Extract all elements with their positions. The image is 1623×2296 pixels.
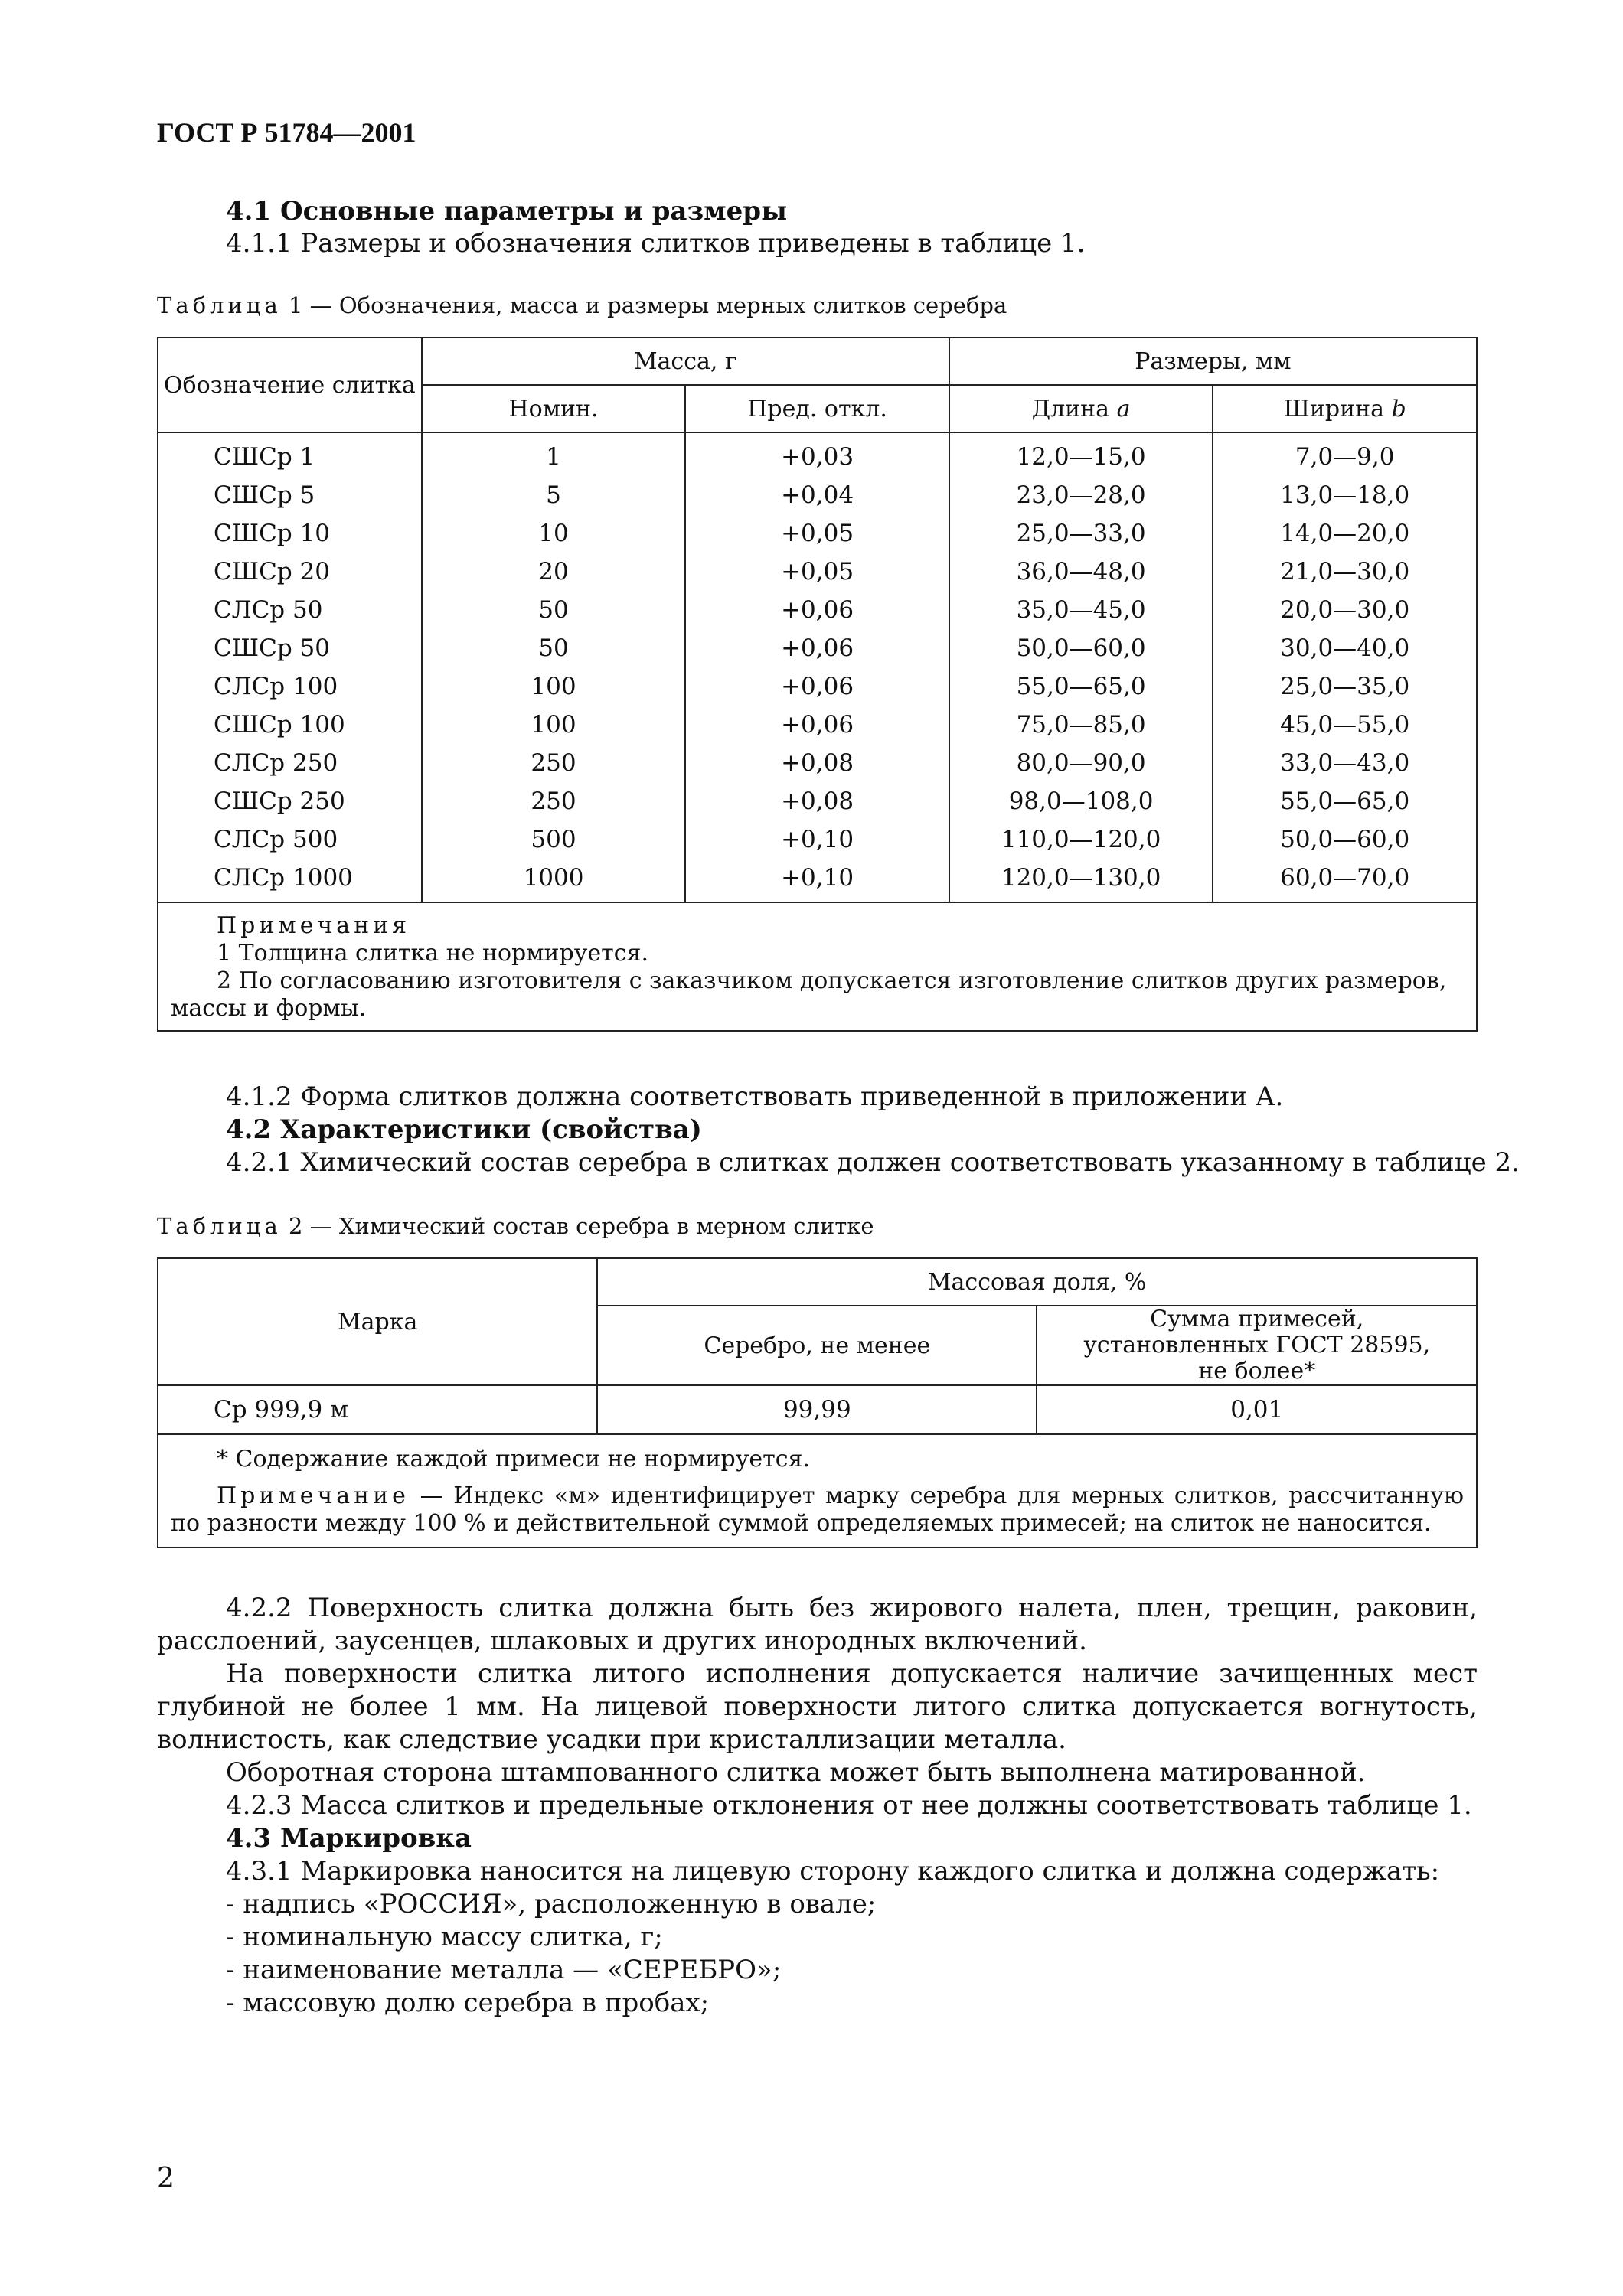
table-cell: СШСр 1 [214,443,315,471]
table2-cell-grade: Ср 999,9 м [158,1385,597,1434]
table-cell: +0,05 [781,558,854,585]
table-cell: СЛСр 250 [214,749,338,777]
table-cell: 35,0—45,0 [1016,596,1146,624]
table-cell: СЛСр 500 [214,826,338,853]
table2-caption-text: 2 — Химический состав серебра в мерном слитке [281,1213,874,1239]
table1-header-length: Длина a [949,385,1213,432]
table-cell: 25,0—35,0 [1280,673,1410,700]
paragraph-4-3-1: 4.3.1 Маркировка наносится на лицевую сторону каждого слитка и должна содержать: [226,1856,1440,1887]
table1-header-nominal: Номин. [422,385,686,432]
list-item: - массовую долю серебра в пробах; [226,1988,710,2018]
table-cell: 20 [538,558,569,585]
table2-note [171,1482,1464,1538]
table1-header-mass: Масса, г [422,338,949,385]
table2-header-impurities: Сумма примесей, установленных ГОСТ 28595, не более* [1037,1306,1477,1385]
table1-col-length [949,432,1213,902]
table1-notes-title: Примечания [217,912,411,939]
table-cell: СШСр 5 [214,481,315,509]
table1-note-2: 2 По согласованию изготовителя с заказчиком допускается изготовление слитков других размеров, массы и формы. [171,967,1447,1022]
paragraph-4-2-1: 4.2.1 Химический состав серебра в слитках должен соответствовать указанному в таблице 2. [226,1147,1520,1178]
table-1 [157,337,1478,1032]
table1-col-tolerance [685,432,949,902]
table1-header-tolerance: Пред. откл. [685,385,949,432]
paragraph-4-1-2: 4.1.2 Форма слитков должна соответствовать приведенной в приложении А. [226,1081,1284,1112]
table-cell: 14,0—20,0 [1280,520,1410,547]
table-cell: СЛСр 1000 [214,864,353,892]
table-cell: +0,05 [781,520,854,547]
document-header: ГОСТ Р 51784—2001 [157,117,416,148]
table2-header-grade: Марка [158,1258,597,1385]
table-cell: 7,0—9,0 [1295,443,1395,471]
table-cell: 30,0—40,0 [1280,634,1410,662]
section-4-2-title: 4.2 Характеристики (свойства) [226,1114,702,1145]
table-cell: 98,0—108,0 [1008,788,1154,815]
table-cell: 13,0—18,0 [1280,481,1410,509]
bullet-list [226,1888,876,2020]
table1-col-designation [158,432,422,902]
table-cell: +0,06 [781,596,854,624]
table-cell: 50 [538,634,569,662]
table-cell: 60,0—70,0 [1280,864,1410,892]
table1-note-1: 1 Толщина слитка не нормируется. [217,940,649,967]
table-cell: 21,0—30,0 [1280,558,1410,585]
paragraph-4-2-2: 4.2.2 Поверхность слитка должна быть без жирового налета, плен, трещин, раковин, расслоений, заусенцев, шлаковых и других инородных включений. [157,1593,1478,1656]
table1-col-nominal [422,432,686,902]
table1-notes [158,902,1477,1031]
table-cell: 23,0—28,0 [1016,481,1146,509]
table2-caption [157,1213,874,1239]
list-item: - номинальную массу слитка, г; [226,1922,663,1952]
table-cell: +0,06 [781,711,854,739]
table2-cell-silver: 99,99 [597,1385,1037,1434]
table-cell: СШСр 50 [214,634,330,662]
table-cell: СШСр 250 [214,788,345,815]
table-cell: СШСр 100 [214,711,345,739]
table1-col-width [1213,432,1477,902]
paragraph-4-1-1: 4.1.1 Размеры и обозначения слитков приведены в таблице 1. [226,228,1086,259]
table-cell: 250 [531,749,576,777]
list-item: - надпись «РОССИЯ», расположенную в овале; [226,1889,877,1919]
table-cell: 10 [538,520,569,547]
table-cell: 45,0—55,0 [1280,711,1410,739]
table1-header-dimensions: Размеры, мм [949,338,1477,385]
table2-footnote: * Содержание каждой примеси не нормируется. [217,1446,811,1473]
table1-header-width: Ширина b [1213,385,1477,432]
table-cell: 33,0—43,0 [1280,749,1410,777]
table1-caption-text: 1 — Обозначения, масса и размеры мерных слитков серебра [281,292,1007,318]
section-4-3-title: 4.3 Маркировка [226,1823,472,1854]
table-cell: +0,10 [781,826,854,853]
table-cell: 55,0—65,0 [1280,788,1410,815]
list-item: - наименование металла — «СЕРЕБРО»; [226,1955,782,1985]
table1-caption [157,292,1007,318]
table-cell: +0,08 [781,788,854,815]
table-cell: +0,03 [781,443,854,471]
table-cell: 55,0—65,0 [1016,673,1146,700]
table-cell: 1 [546,443,561,471]
table-cell: 250 [531,788,576,815]
table-cell: 50 [538,596,569,624]
table-cell: 80,0—90,0 [1016,749,1146,777]
table-cell: 75,0—85,0 [1016,711,1146,739]
table-cell: 100 [531,711,576,739]
paragraph-4-2-3: 4.2.3 Масса слитков и предельные отклонения от нее должны соответствовать таблице 1. [226,1790,1472,1821]
table-cell: +0,06 [781,634,854,662]
table-cell: 50,0—60,0 [1280,826,1410,853]
table-cell: СШСр 20 [214,558,330,585]
paragraph-4-2-2-c: Оборотная сторона штампованного слитка может быть выполнена матированной. [226,1757,1366,1788]
section-4-1-title: 4.1 Основные параметры и размеры [226,196,788,227]
table-cell: 100 [531,673,576,700]
table-cell: +0,04 [781,481,854,509]
table2-cell-impurities: 0,01 [1037,1385,1477,1434]
table2-notes [158,1434,1477,1548]
table-cell: 25,0—33,0 [1016,520,1146,547]
table2-header-silver: Серебро, не менее [597,1306,1037,1385]
table-cell: СЛСр 50 [214,596,323,624]
table-cell: 12,0—15,0 [1016,443,1146,471]
table2-note-text: — Индекс «м» идентифицирует марку серебра для мерных слитков, рассчитанную по разности между 100 % и действительной суммой определяемых примесей; на слиток не наносится. [171,1482,1464,1537]
table-cell: 1000 [523,864,584,892]
paragraph-4-2-2-b: На поверхности слитка литого исполнения допускается наличие зачищенных мест глубиной не более 1 мм. На лицевой поверхности литого слитка допускается вогнутость, волнистость, как следствие усадки при кристаллизации металла. [157,1658,1478,1755]
table1-header-designation: Обозначение слитка [158,338,422,432]
table-2 [157,1257,1478,1548]
table-cell: 500 [531,826,576,853]
table-cell: 20,0—30,0 [1280,596,1410,624]
table-cell: СШСр 10 [214,520,330,547]
table-cell: 120,0—130,0 [1001,864,1161,892]
table-cell: +0,06 [781,673,854,700]
table1-caption-word: Таблица [157,292,282,318]
table-cell: 50,0—60,0 [1016,634,1146,662]
table-cell: СЛСр 100 [214,673,338,700]
table-cell: 110,0—120,0 [1001,826,1161,853]
table2-caption-word: Таблица [157,1213,282,1239]
table-cell: +0,08 [781,749,854,777]
table-cell: 5 [546,481,561,509]
table-cell: +0,10 [781,864,854,892]
table2-note-word: Примечание [217,1482,410,1509]
page-number: 2 [157,2163,175,2194]
table-cell: 36,0—48,0 [1016,558,1146,585]
table2-header-mass-fraction: Массовая доля, % [597,1258,1477,1306]
